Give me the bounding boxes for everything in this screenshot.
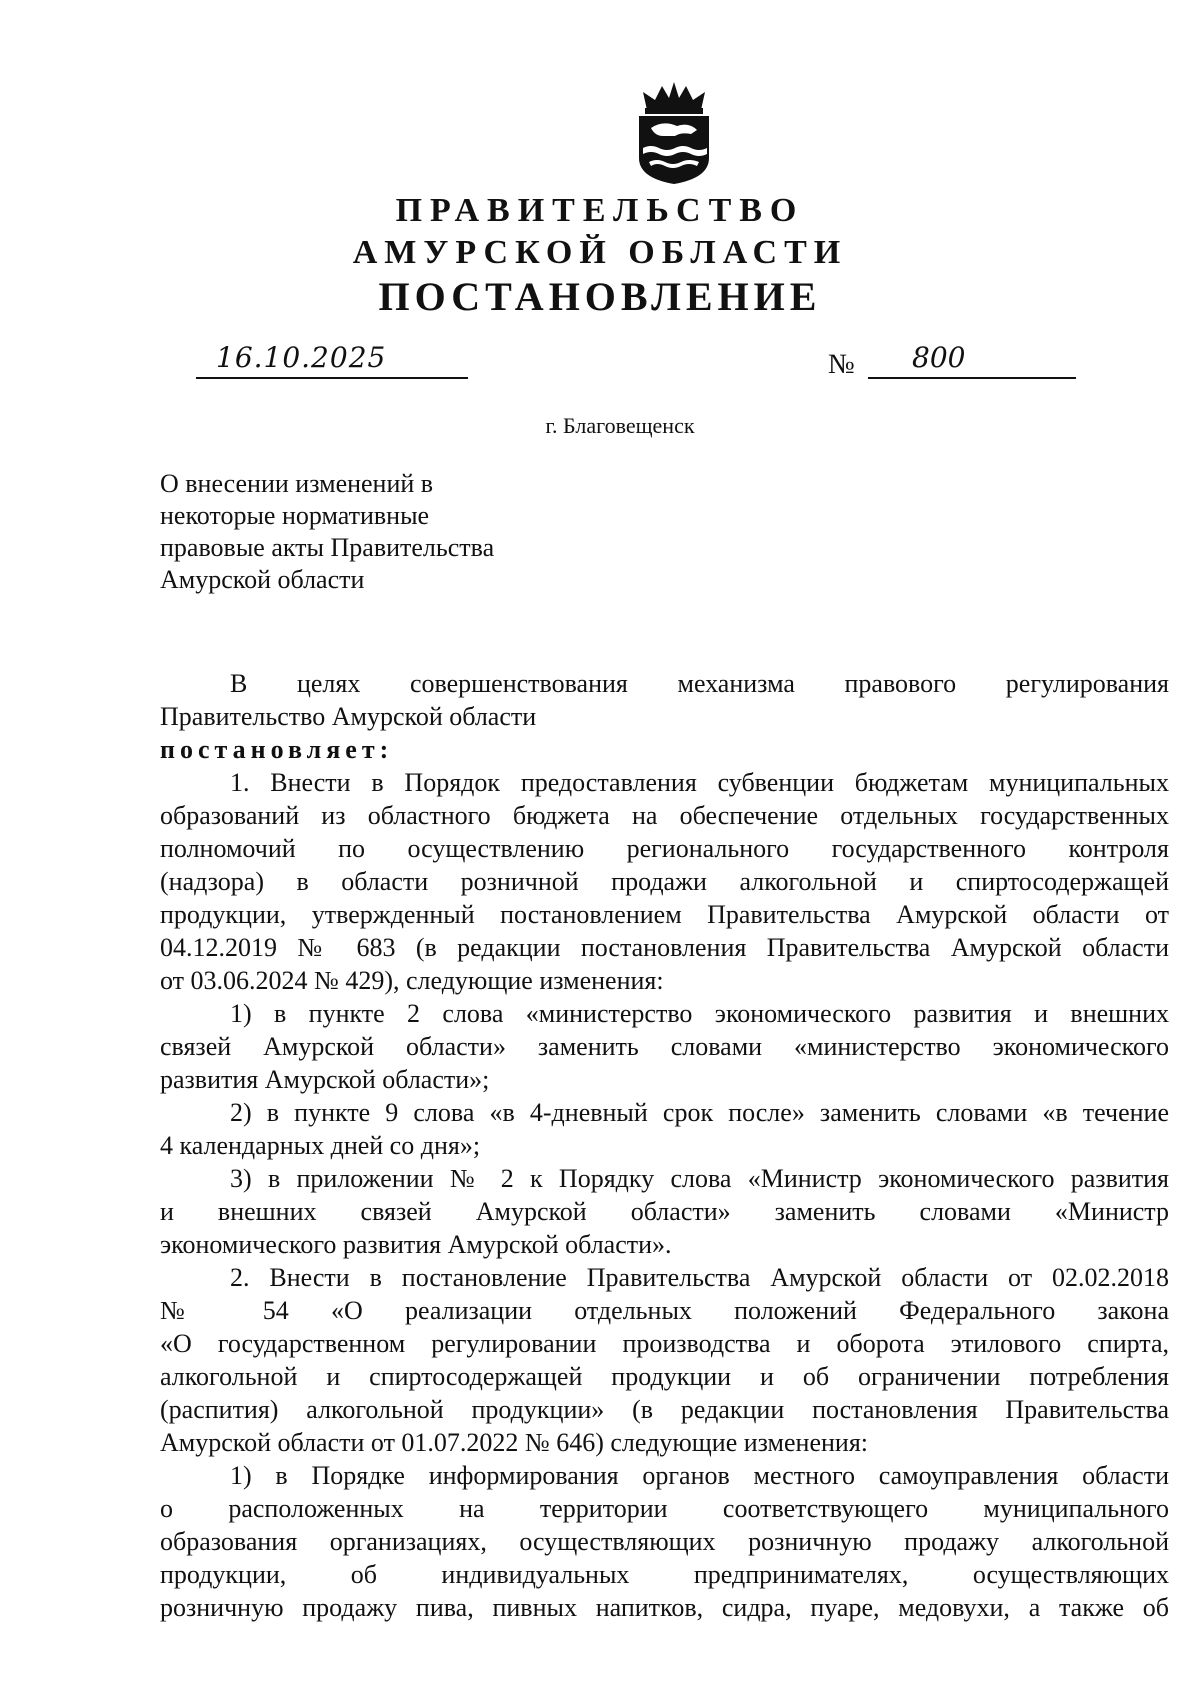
document-body bbox=[160, 667, 1169, 1624]
body-line: 1) в Порядке информирования органов местного самоуправления области bbox=[230, 1461, 1169, 1490]
city-name: г. Благовещенск bbox=[545, 413, 695, 438]
body-line: 3) в приложении № 2 к Порядку слова «Министр экономического развития bbox=[230, 1164, 1169, 1193]
region-title: АМУРСКОЙ ОБЛАСТИ bbox=[352, 234, 848, 271]
body-line: от 03.06.2024 № 429), следующие изменения: bbox=[160, 966, 664, 995]
body-line: связей Амурской области» заменить словами «министерство экономического bbox=[160, 1032, 1169, 1061]
document-type-title: ПОСТАНОВЛЕНИЕ bbox=[378, 274, 822, 319]
subject-line: Амурской области bbox=[160, 565, 365, 594]
subject-line: правовые акты Правительства bbox=[160, 533, 495, 562]
body-line: 4 календарных дней со дня»; bbox=[160, 1131, 481, 1160]
body-line: № 54 «О реализации отдельных положений Федерального закона bbox=[160, 1296, 1169, 1325]
subject-line: О внесении изменений в bbox=[160, 469, 434, 498]
body-line: полномочий по осуществлению регионального государственного контроля bbox=[160, 834, 1169, 863]
body-line: о расположенных на территории соответствующего муниципального bbox=[160, 1494, 1169, 1523]
body-line: Правительство Амурской области bbox=[160, 702, 537, 731]
document-date-field bbox=[196, 343, 468, 379]
body-line: 2. Внести в постановление Правительства Амурской области от 02.02.2018 bbox=[230, 1263, 1169, 1292]
body-line: Амурской области от 01.07.2022 № 646) следующие изменения: bbox=[160, 1428, 869, 1457]
body-line: продукции, утвержденный постановлением Правительства Амурской области от bbox=[160, 900, 1169, 929]
government-title: ПРАВИТЕЛЬСТВО bbox=[395, 192, 805, 229]
body-line: экономического развития Амурской области». bbox=[160, 1230, 672, 1259]
coat-of-arms-emblem bbox=[629, 80, 719, 185]
subject-heading bbox=[160, 468, 580, 596]
subject-line: некоторые нормативные bbox=[160, 501, 430, 530]
body-line: 2) в пункте 9 слова «в 4-дневный срок после» заменить словами «в течение bbox=[230, 1098, 1169, 1127]
body-line: 1. Внести в Порядок предоставления субвенции бюджетам муниципальных bbox=[230, 768, 1169, 797]
body-line: продукции, об индивидуальных предпринимателях, осуществляющих bbox=[160, 1560, 1169, 1589]
body-line: В целях совершенствования механизма правового регулирования bbox=[230, 669, 1169, 698]
body-line: (распития) алкогольной продукции» (в редакции постановления Правительства bbox=[160, 1395, 1169, 1424]
body-line: развития Амурской области»; bbox=[160, 1065, 490, 1094]
body-line: и внешних связей Амурской области» заменить словами «Министр bbox=[160, 1197, 1169, 1226]
body-line: образований из областного бюджета на обеспечение отдельных государственных bbox=[160, 801, 1169, 830]
document-number-label: № bbox=[828, 349, 855, 380]
body-line: розничную продажу пива, пивных напитков, сидра, пуаре, медовухи, а также об bbox=[160, 1593, 1169, 1622]
document-number-handwritten: 800 bbox=[912, 341, 966, 374]
body-line: «О государственном регулировании производства и оборота этилового спирта, bbox=[160, 1329, 1169, 1358]
body-line: образования организациях, осуществляющих розничную продажу алкогольной bbox=[160, 1527, 1169, 1556]
body-line: 1) в пункте 2 слова «министерство экономического развития и внешних bbox=[230, 999, 1169, 1028]
body-line: алкогольной и спиртосодержащей продукции и об ограничении потребления bbox=[160, 1362, 1169, 1391]
document-number-field bbox=[868, 343, 1076, 379]
document-date-handwritten: 16.10.2025 bbox=[216, 341, 387, 374]
resolution-verb: постановляет: bbox=[160, 735, 394, 764]
body-line: (надзора) в области розничной продажи алкогольной и спиртосодержащей bbox=[160, 867, 1169, 896]
body-line: 04.12.2019 № 683 (в редакции постановления Правительства Амурской области bbox=[160, 933, 1169, 962]
